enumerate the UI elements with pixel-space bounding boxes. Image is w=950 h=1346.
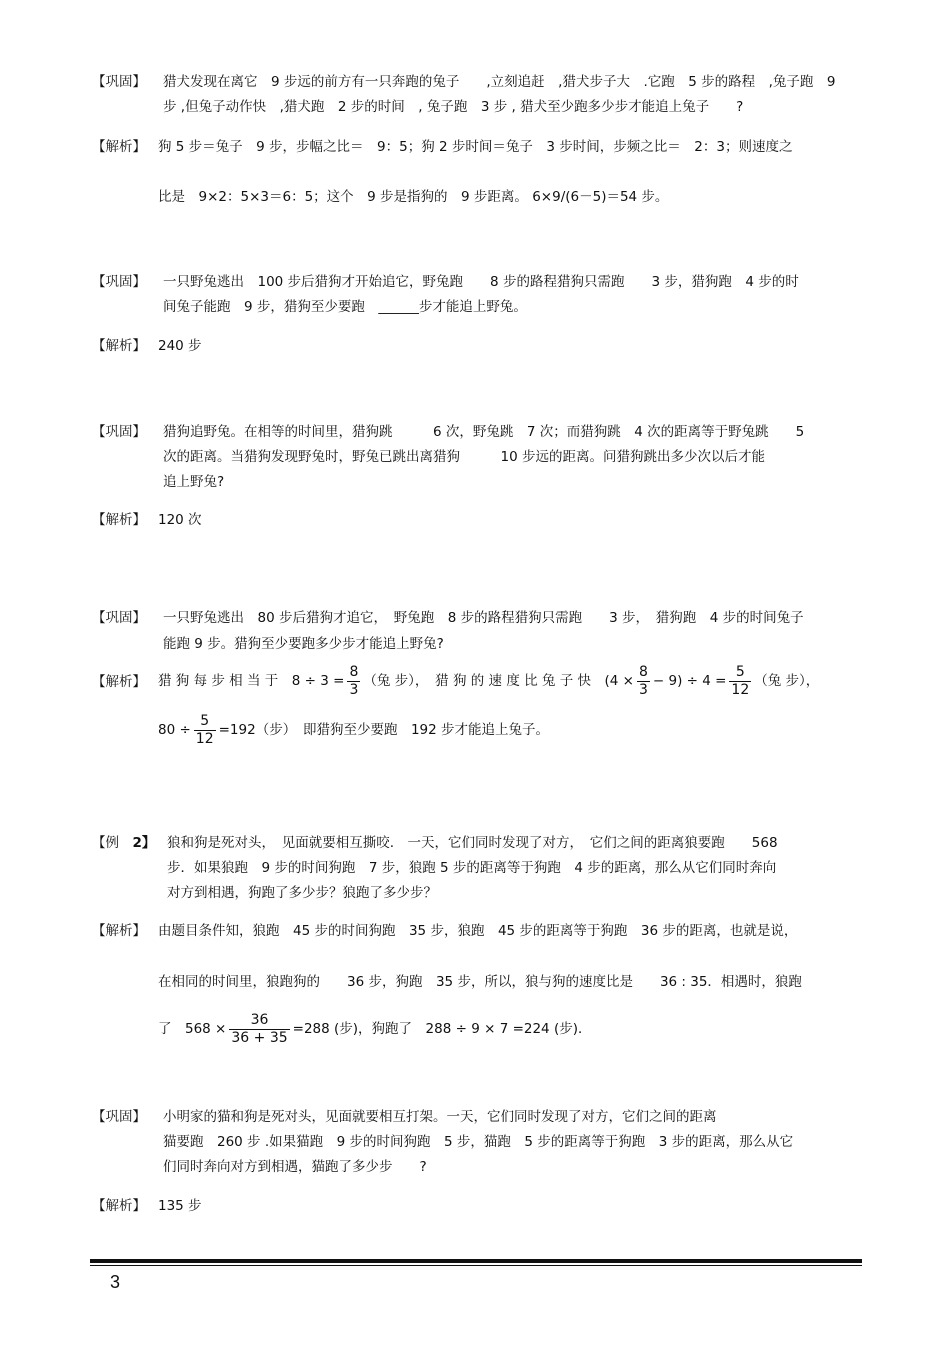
analysis-tag: 【解析】: [92, 923, 146, 939]
analysis-text: 135 步: [158, 1198, 202, 1214]
consolidate-tag: 【巩固】: [92, 424, 146, 440]
question-text: 猎犬发现在离它 9 步远的前方有一只奔跑的兔子 ,立刻追赶 ,猎犬步子大 .它跑 5 步的路程 ,兔子跑 9: [163, 74, 836, 90]
analysis-text: 狗 5 步＝兔子 9 步，步幅之比＝ 9：5；狗 2 步时间＝兔子 3 步时间，步频之比＝ 2：3；则速度之: [158, 139, 793, 155]
fraction: $\frac{5}{12}$: [731, 663, 750, 698]
question-text: 一只野兔逃出 100 步后猎狗才开始追它，野兔跑 8 步的路程猎狗只需跑 3 步，猎狗跑 4 步的时: [163, 274, 799, 290]
question-text: 追上野兔?: [163, 474, 225, 490]
consolidate-tag: 【巩固】: [92, 274, 146, 290]
analysis-tag: 【解析】: [92, 1198, 146, 1214]
analysis-text: 由题目条件知，狼跑 45 步的时间狗跑 35 步，狼跑 45 步的距离等于狗跑 36 步的距离，也就是说，: [158, 923, 798, 939]
consolidate-tag: 【巩固】: [92, 610, 146, 626]
analysis-text: 120 次: [158, 512, 202, 528]
answer-blank: ______: [378, 299, 419, 315]
consolidate-tag: 【巩固】: [92, 74, 146, 90]
question-text: 猫要跑 260 步 .如果猫跑 9 步的时间狗跑 5 步，猫跑 5 步的距离等于狗跑 3 步的距离，那么从它: [163, 1134, 794, 1150]
analysis-text: 240 步: [158, 338, 202, 354]
footer-rule: [90, 1259, 862, 1263]
footer-rule-thin: [90, 1265, 862, 1266]
question-text: 一只野兔逃出 80 步后猎狗才追它， 野兔跑 8 步的路程猎狗只需跑 3 步， 猎狗跑 4 步的时间兔子: [163, 610, 804, 626]
consolidate-tag: 【巩固】: [92, 1109, 146, 1125]
question-text: 步 ,但兔子动作快 ,猎犬跑 2 步的时间 , 兔子跑 3 步 , 猎犬至少跑多少步才能追上兔子 ?: [163, 99, 744, 115]
question-text: 间兔子能跑 9 步，猎狗至少要跑 ______步才能追上野兔。: [163, 299, 527, 315]
question-text: 狼和狗是死对头， 见面就要相互撕咬. 一天，它们同时发现了对方， 它们之间的距离狼要跑 568: [167, 835, 778, 851]
analysis-tag: 【解析】: [92, 338, 146, 354]
question-text: 小明家的猫和狗是死对头，见面就要相互打架。一天，它们同时发现了对方，它们之间的距离: [163, 1109, 717, 1125]
analysis-tag: 【解析】: [92, 139, 146, 155]
fraction: $\frac{8}{3}$: [638, 663, 648, 698]
question-text: 步．如果狼跑 9 步的时间狗跑 7 步，狼跑 5 步的距离等于狗跑 4 步的距离，那么从它们同时奔向: [167, 860, 777, 876]
question-text: 能跑 9 步。猎狗至少要跑多少步才能追上野兔?: [163, 636, 444, 652]
question-text: 对方到相遇，狗跑了多少步？狼跑了多少步？: [167, 885, 437, 901]
analysis-text: 在相同的时间里，狼跑狗的 36 步，狗跑 35 步，所以，狼与狗的速度比是 36 : 35．相遇时，狼跑: [158, 974, 802, 990]
question-text: 猎狗追野兔。在相等的时间里，猎狗跳 6 次，野兔跳 7 次；而猎狗跳 4 次的距离等于野兔跳 5: [163, 424, 805, 440]
example-tag: 【例 2】: [92, 835, 156, 851]
page-number: 3: [110, 1272, 121, 1292]
analysis-formula: 猎 狗 每 步 相 当 于 8 ÷ 3 = $\frac{8}{3}$ （兔 步）， 猎 狗 的 速 度 比 兔 子 快 (4 × $\frac{8}{3}$ − 9) ÷ 4 = $\frac{5}{12}$ （兔 步），: [158, 663, 820, 698]
question-text: 次的距离。当猎狗发现野兔时，野兔已跳出离猎狗 10 步远的距离。问猎狗跳出多少次以后才能: [163, 449, 765, 465]
analysis-formula: 了 568 × $\frac{36}{36 + 35}$ =288 (步)，狗跑了 288 ÷ 9 × 7 =224 (步)．: [158, 1011, 592, 1046]
fraction: $\frac{8}{3}$: [349, 663, 359, 698]
analysis-text: 比是 9×2：5×3＝6：5；这个 9 步是指狗的 9 步距离。 6×9/(6－5)＝54 步。: [158, 189, 669, 205]
question-text: 们同时奔向对方到相遇，猫跑了多少步 ?: [163, 1159, 427, 1175]
analysis-tag: 【解析】: [92, 512, 146, 528]
fraction: $\frac{5}{12}$: [195, 712, 214, 747]
analysis-formula: 80 ÷ $\frac{5}{12}$ =192（步） 即猎狗至少要跑 192 步才能追上兔子。: [158, 712, 549, 747]
fraction: $\frac{36}{36 + 35}$: [231, 1011, 288, 1046]
analysis-tag: 【解析】: [92, 674, 146, 690]
